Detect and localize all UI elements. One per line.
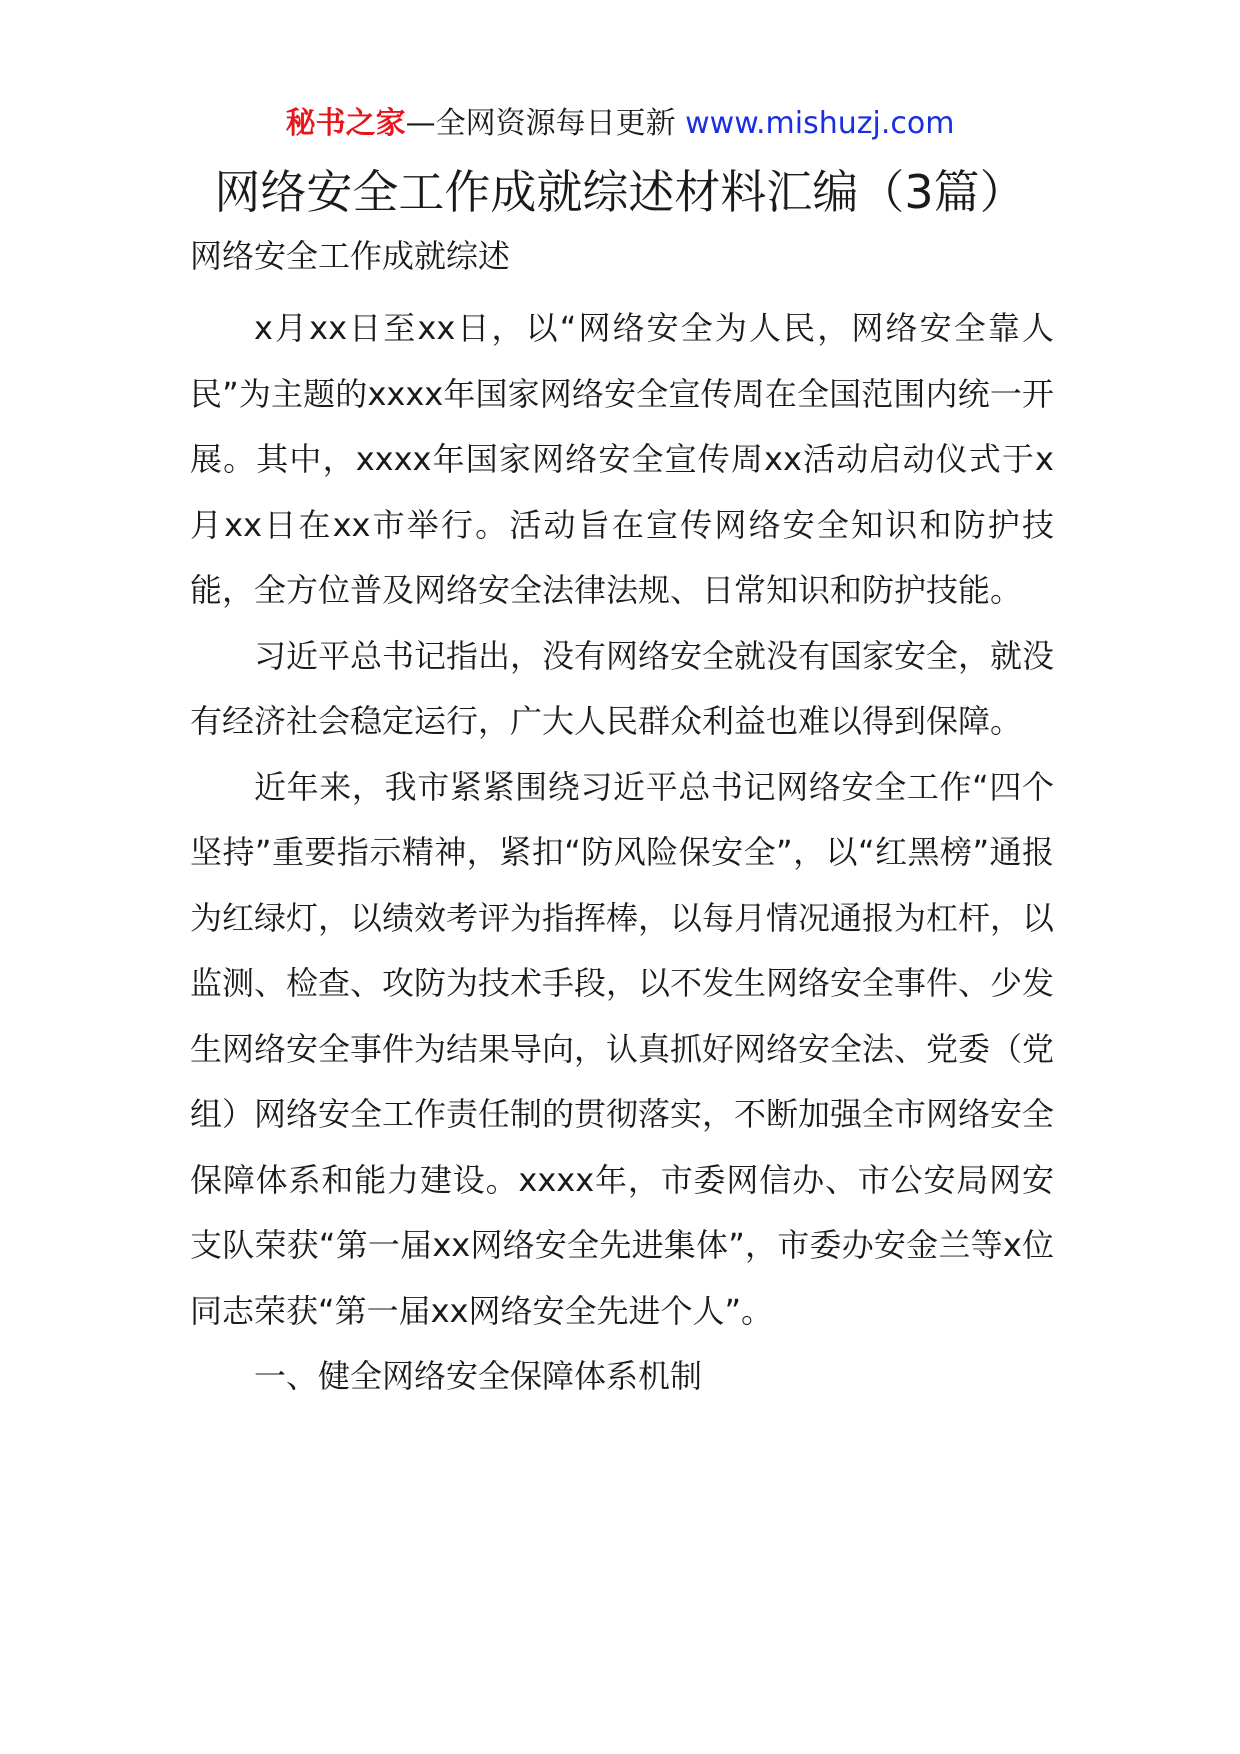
site-header — [0, 104, 1240, 144]
document-title: 网络安全工作成就综述材料汇编（3篇） — [214, 165, 1026, 219]
site-brand: 秘书之家 — [285, 106, 406, 141]
paragraph: x月xx日至xx日，以“网络安全为人民，网络安全靠人民”为主题的xxxx年国家网络安全宣传周在全国范围内统一开展。其中，xxxx年国家网络安全宣传周xx活动启动仪式于x月xx日在xx市举行。活动旨在宣传网络安全知识和防护技能，全方位普及网络安全法律法规、日常知识和防护技能。 — [190, 309, 1054, 609]
site-tagline: —全网资源每日更新 — [405, 106, 686, 141]
site-url: www.mishuzj.com — [685, 106, 955, 141]
paragraph: 近年来，我市紧紧围绕习近平总书记网络安全工作“四个坚持”重要指示精神，紧扣“防风险保安全”，以“红黑榜”通报为红绿灯，以绩效考评为指挥棒，以每月情况通报为杠杆，以监测、检查、攻防为技术手段，以不发生网络安全事件、少发生网络安全事件为结果导向，认真抓好网络安全法、党委（党组）网络安全工作责任制的贯彻落实，不断加强全市网络安全保障体系和能力建设。xxxx年，市委网信办、市公安局网安支队荣获“第一届xx网络安全先进集体”，市委办安金兰等x位同志荣获“第一届xx网络安全先进个人”。 — [190, 767, 1055, 1330]
document-body — [190, 296, 1054, 1410]
section-title: 网络安全工作成就综述 — [190, 237, 511, 275]
section-heading: 一、健全网络安全保障体系机制 — [254, 1357, 703, 1395]
paragraph: 习近平总书记指出，没有网络安全就没有国家安全，就没有经济社会稳定运行，广大人民群众利益也难以得到保障。 — [190, 636, 1055, 740]
